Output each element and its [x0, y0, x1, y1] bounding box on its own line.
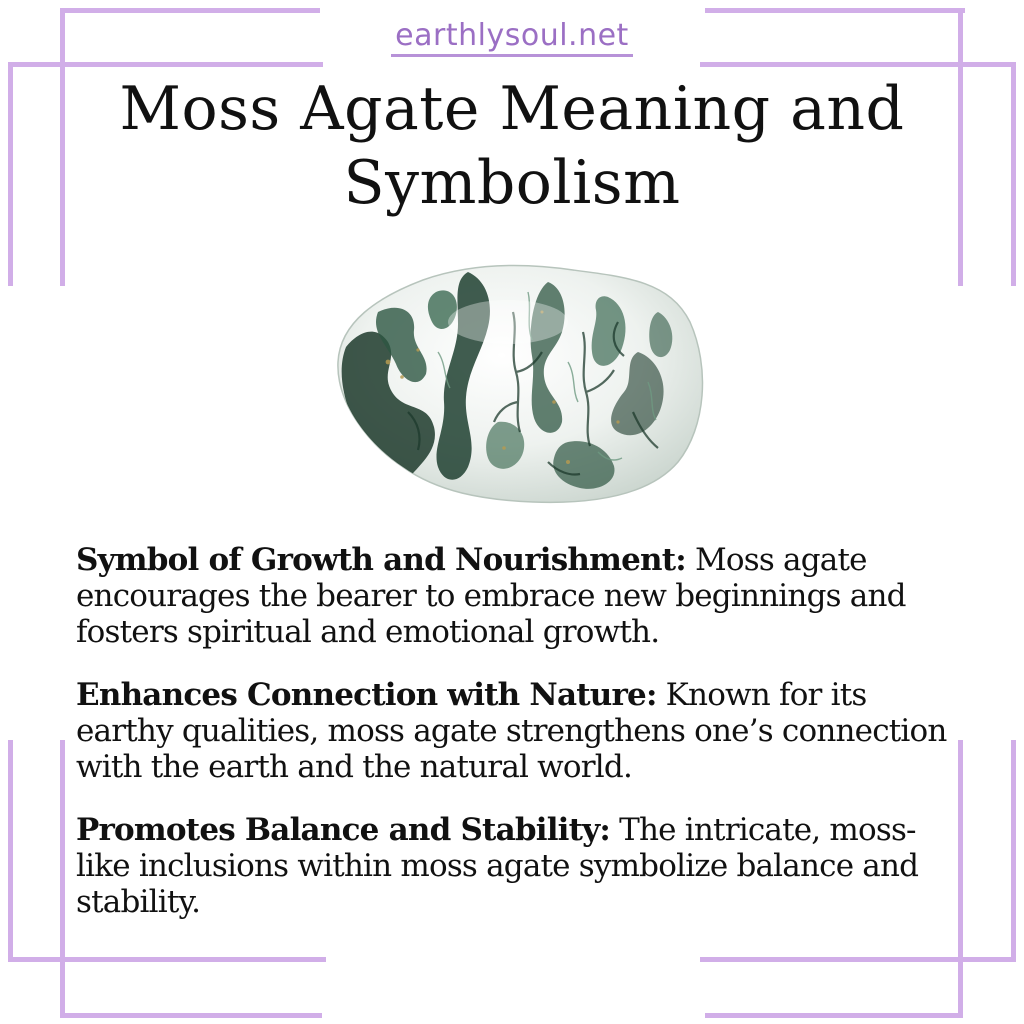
point-growth-title: Symbol of Growth and Nourishment: — [76, 542, 686, 578]
moss-agate-stone-image — [318, 252, 710, 514]
frame-top-right-horizontal-outer — [700, 62, 1016, 67]
frame-bottom-left-vertical-inner — [60, 740, 65, 1018]
frame-bottom-right-vertical-outer — [1011, 740, 1016, 962]
frame-bottom-right-vertical-inner — [958, 740, 963, 1018]
moss-agate-stone-svg — [318, 252, 710, 514]
frame-bottom-right-horizontal-inner — [705, 1013, 963, 1018]
point-nature — [76, 677, 956, 785]
frame-bottom-left-horizontal-inner — [60, 1013, 322, 1018]
frame-bottom-left-horizontal-outer — [8, 957, 326, 962]
point-growth-text: Moss agate encourages the bearer to embrace new beginnings and fosters spiritual and emotional growth. — [76, 542, 906, 650]
point-growth — [76, 542, 956, 650]
frame-top-left-horizontal — [60, 8, 320, 13]
brand-name: earthlysoul.net — [391, 19, 633, 57]
meaning-points-list — [76, 542, 956, 947]
page-title-line-2: Symbolism — [343, 148, 681, 218]
frame-top-right-horizontal — [705, 8, 965, 13]
page-title — [60, 72, 964, 220]
point-balance-text: The intricate, moss-like inclusions within moss agate symbolize balance and stability. — [76, 812, 919, 920]
page-title-line-1: Moss Agate Meaning and — [119, 74, 905, 144]
frame-bottom-right-horizontal-outer — [700, 957, 1016, 962]
frame-top-left-horizontal-outer — [8, 62, 323, 67]
point-nature-text: Known for its earthy qualities, moss agate strengthens one’s connection with the earth and the natural world. — [76, 677, 947, 785]
frame-top-right-vertical-outer — [1011, 62, 1016, 286]
point-balance — [76, 812, 956, 920]
frame-top-left-vertical-outer — [8, 62, 13, 286]
brand-logo — [0, 18, 1024, 57]
point-balance-title: Promotes Balance and Stability: — [76, 812, 611, 848]
point-nature-title: Enhances Connection with Nature: — [76, 677, 657, 713]
frame-bottom-left-vertical-outer — [8, 740, 13, 962]
